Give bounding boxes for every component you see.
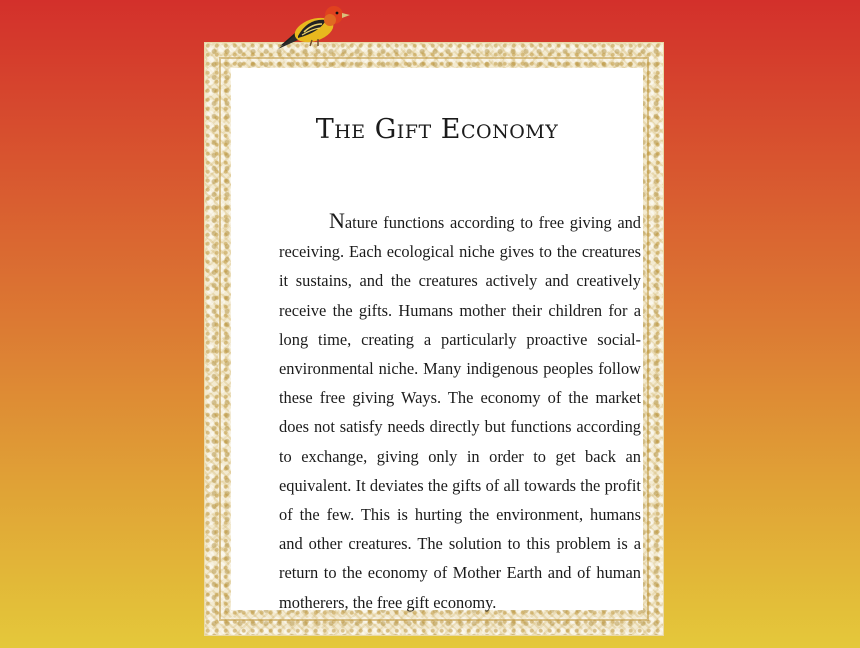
body-paragraph	[279, 208, 641, 617]
tanager-bird-icon	[274, 2, 356, 52]
drop-cap: N	[329, 208, 345, 233]
bird-eye	[336, 12, 339, 15]
ornamental-border-frame	[204, 42, 664, 636]
bird-beak	[342, 13, 350, 18]
body-text-rest: ature functions according to free giving and receiving. Each ecological niche gives to the creatures it sustains, and the creatures actively and creatively receive the gifts. Humans mother their children for a long time, creating a particularly proactive social-environmental niche. Many indigenous peoples follow these free giving Ways. The economy of the market does not satisfy needs directly but functions according to exchange, giving only in order to get back an equivalent. It deviates the gifts of all towards the profit of the few. This is hurting the environment, humans and other creatures. The solution to this problem is a return to the economy of Mother Earth and of human motherers, the free gift economy.	[279, 213, 641, 612]
text-panel	[231, 68, 643, 610]
page-title: The Gift Economy	[315, 114, 559, 145]
